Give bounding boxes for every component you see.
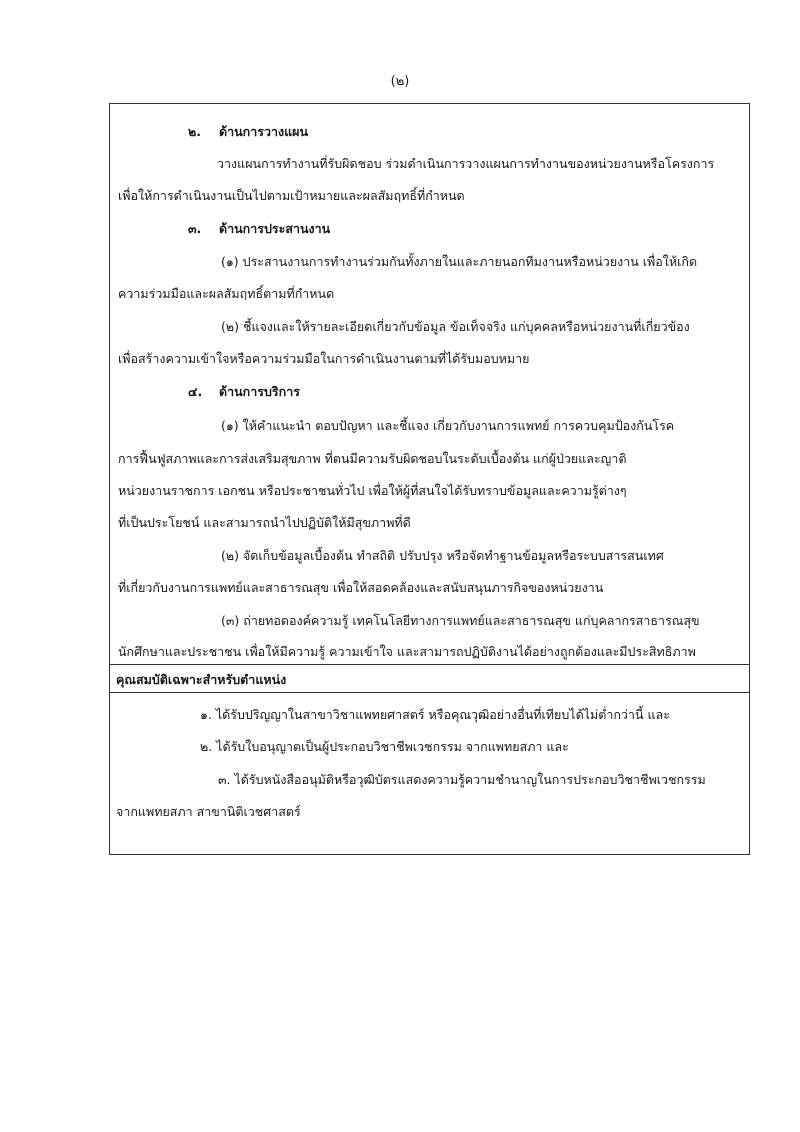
qualification-item-2: ๒. ได้รับใบอนุญาตเป็นผู้ประกอบวิชาชีพเวชกรรม จากแพทยสภา และ: [200, 739, 569, 754]
coordination-item2-line-1: (๒) ชี้แจงและให้รายละเอียดเกี่ยวกับข้อมูล ข้อเท็จจริง แก่บุคคลหรือหน่วยงานที่เกี่ยวข้อง: [221, 319, 690, 334]
coordination-item2-line-2: เพื่อสร้างความเข้าใจหรือความร่วมมือในการดำเนินงานตามที่ได้รับมอบหมาย: [118, 351, 530, 366]
coordination-item1-line-1: (๑) ประสานงานการทำงานร่วมกันทั้งภายในและภายนอกทีมงานหรือหน่วยงาน เพื่อให้เกิด: [221, 254, 698, 269]
service-heading-number: ๔.: [188, 384, 203, 399]
planning-heading: ด้านการวางแผน: [219, 124, 309, 139]
qualification-item-3-line-1: ๓. ได้รับหนังสืออนุมัติหรือวุฒิบัตรแสดงความรู้ความชำนาญในการประกอบวิชาชีพเวชกรรม: [218, 772, 706, 787]
service-item1-line-2: การฟื้นฟูสภาพและการส่งเสริมสุขภาพ ที่ตนมีความรับผิดชอบในระดับเบื้องต้น แก่ผู้ป่วยและญาติ: [118, 451, 627, 466]
job-description-frame: [109, 103, 750, 855]
coordination-heading-number: ๓.: [188, 221, 202, 236]
coordination-heading: ด้านการประสานงาน: [219, 221, 331, 236]
coordination-item1-line-2: ความร่วมมือและผลสัมฤทธิ์ตามที่กำหนด: [118, 286, 335, 301]
section-divider-top: [110, 664, 749, 665]
service-item1-line-4: ที่เป็นประโยชน์ และสามารถนำไปปฏิบัติให้มีสุขภาพที่ดี: [118, 515, 411, 530]
section-divider-bottom: [110, 692, 749, 693]
planning-line-1: วางแผนการทำงานที่รับผิดชอบ ร่วมดำเนินการวางแผนการทำงานของหน่วยงานหรือโครงการ: [217, 156, 715, 171]
service-item2-line-2: ที่เกี่ยวกับงานการแพทย์และสาธารณสุข เพื่อให้สอดคล้องและสนับสนุนภารกิจของหน่วยงาน: [118, 580, 604, 595]
qualification-item-1: ๑. ได้รับปริญญาในสาขาวิชาแพทยศาสตร์ หรือคุณวุฒิอย่างอื่นที่เทียบได้ไม่ต่ำกว่านี้ และ: [200, 707, 670, 722]
planning-heading-number: ๒.: [188, 124, 201, 139]
service-item3-line-1: (๓) ถ่ายทอดองค์ความรู้ เทคโนโลยีทางการแพทย์และสาธารณสุข แก่บุคลากรสาธารณสุข: [221, 613, 700, 628]
service-item2-line-1: (๒) จัดเก็บข้อมูลเบื้องต้น ทำสถิติ ปรับปรุง หรือจัดทำฐานข้อมูลหรือระบบสารสนเทศ: [221, 548, 664, 563]
qualification-item-3-line-2: จากแพทยสภา สาขานิติเวชศาสตร์: [116, 804, 301, 819]
service-item1-line-3: หน่วยงานราชการ เอกชน หรือประชาชนทั่วไป เพื่อให้ผู้ที่สนใจได้รับทราบข้อมูลและความรู้ต่างๆ: [118, 483, 627, 498]
service-item3-line-2: นักศึกษาและประชาชน เพื่อให้มีความรู้ ความเข้าใจ และสามารถปฏิบัติงานได้อย่างถูกต้องและมีประสิทธิภาพ: [118, 644, 696, 659]
service-heading: ด้านการบริการ: [219, 384, 300, 399]
planning-line-2: เพื่อให้การดำเนินงานเป็นไปตามเป้าหมายและผลสัมฤทธิ์ที่กำหนด: [118, 188, 465, 203]
page-number: (๒): [390, 74, 410, 89]
service-item1-line-1: (๑) ให้คำแนะนำ ตอบปัญหา และชี้แจง เกี่ยวกับงานการแพทย์ การควบคุมป้องกันโรค: [221, 418, 675, 433]
qualifications-title: คุณสมบัติเฉพาะสำหรับตำแหน่ง: [116, 672, 287, 687]
